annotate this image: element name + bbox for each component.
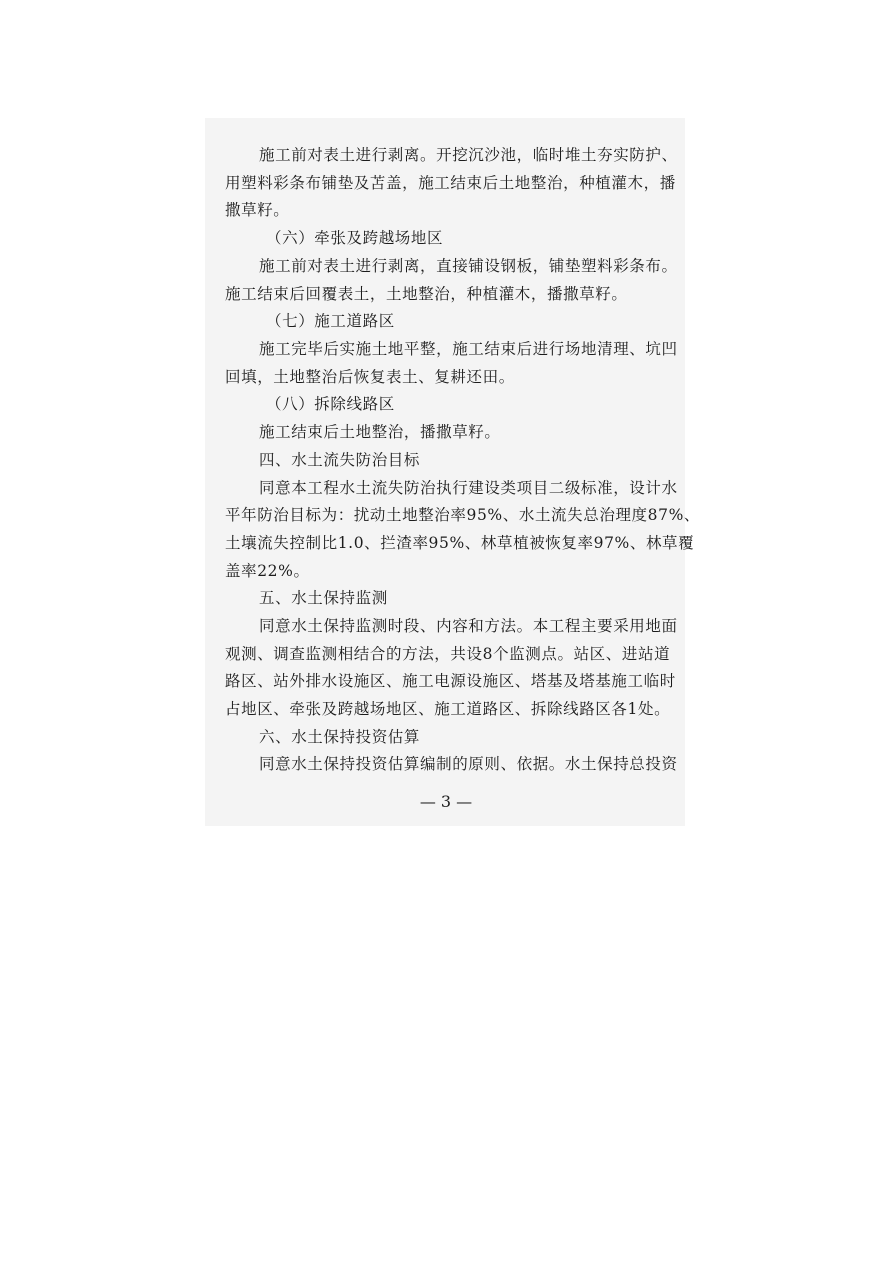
paragraph-line: 施工前对表土进行剥离，直接铺设钢板，铺垫塑料彩条布。 xyxy=(259,257,678,275)
paragraph-line: 施工前对表土进行剥离。开挖沉沙池，临时堆土夯实防护、 xyxy=(259,146,678,164)
section-heading: （八）拆除线路区 xyxy=(266,395,395,413)
paragraph-line: 撒草籽。 xyxy=(225,201,290,219)
paragraph-line: 用塑料彩条布铺垫及苫盖，施工结束后土地整治，种植灌木，播 xyxy=(225,174,676,192)
section-heading: （六）牵张及跨越场地区 xyxy=(266,229,444,247)
section-heading: 六、水土保持投资估算 xyxy=(259,728,421,746)
paragraph-line: 观测、调查监测相结合的方法，共设8个监测点。站区、进站道 xyxy=(225,645,671,663)
paragraph-line: 占地区、牵张及跨越场地区、施工道路区、拆除线路区各1处。 xyxy=(225,700,671,718)
paragraph-line: 路区、站外排水设施区、施工电源设施区、塔基及塔基施工临时 xyxy=(225,672,676,690)
paragraph-line: 施工结束后回覆表土，土地整治，种植灌木，播撒草籽。 xyxy=(225,285,628,303)
section-heading: （七）施工道路区 xyxy=(266,312,395,330)
paragraph-line: 施工结束后土地整治，播撒草籽。 xyxy=(259,423,501,441)
paragraph-line: 施工完毕后实施土地平整，施工结束后进行场地清理、坑凹 xyxy=(259,340,678,358)
page-number: — 3 — xyxy=(419,792,473,811)
section-heading: 五、水土保持监测 xyxy=(259,589,388,607)
paragraph-line: 同意水土保持投资估算编制的原则、依据。水土保持总投资 xyxy=(259,755,678,773)
section-heading: 四、水土流失防治目标 xyxy=(259,451,421,469)
paragraph-line: 同意本工程水土流失防治执行建设类项目二级标准，设计水 xyxy=(259,479,678,497)
document-page xyxy=(205,118,685,826)
paragraph-line: 土壤流失控制比1.0、拦渣率95%、林草植被恢复率97%、林草覆 xyxy=(225,534,695,552)
paragraph-line: 同意水土保持监测时段、内容和方法。本工程主要采用地面 xyxy=(259,617,678,635)
paragraph-line: 平年防治目标为：扰动土地整治率95%、水土流失总治理度87%、 xyxy=(225,506,701,524)
paragraph-line: 盖率22%。 xyxy=(225,562,310,580)
paragraph-line: 回填，土地整治后恢复表土、复耕还田。 xyxy=(225,368,515,386)
